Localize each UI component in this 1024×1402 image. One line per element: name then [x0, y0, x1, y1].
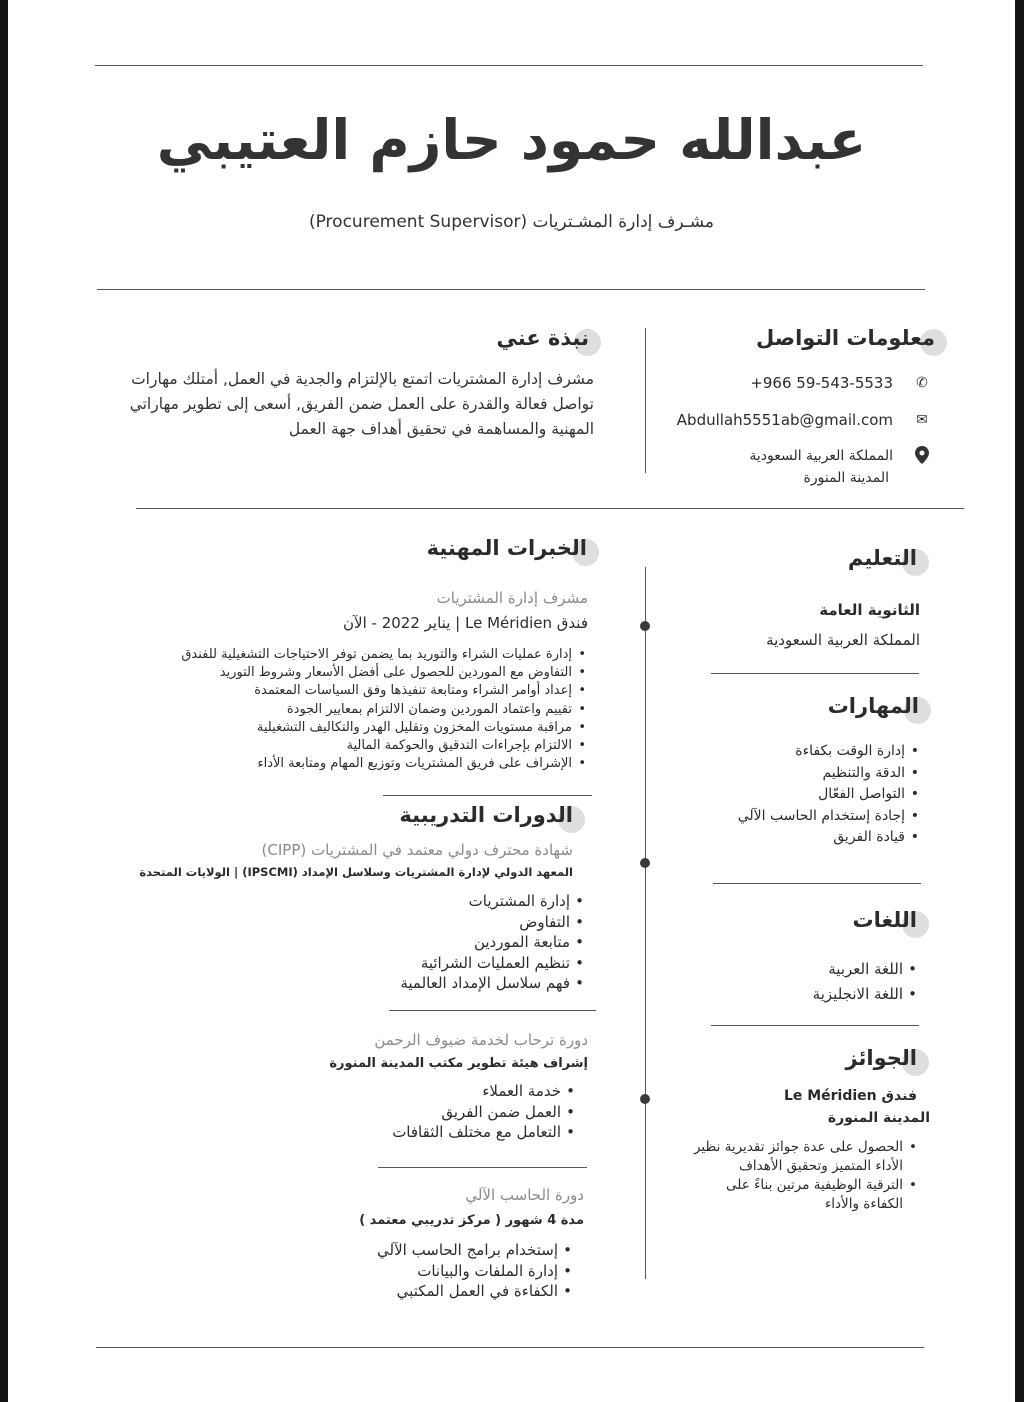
list-item: • مراقبة مستويات المخزون وتقليل الهدر والتكاليف التشغيلية — [181, 719, 586, 737]
awards-city: المدينة المنورة — [827, 1110, 930, 1126]
experience-divider — [383, 795, 592, 796]
list-item: • اللغة الانجليزية — [813, 982, 917, 1007]
list-item-continuation: الأداء المتميز وتحقيق الأهداف — [738, 1158, 903, 1174]
education-divider — [711, 673, 919, 674]
course2-title: دورة ترحاب لخدمة ضيوف الرحمن — [374, 1031, 588, 1049]
list-item: • اللغة العربية — [813, 957, 917, 982]
experience-heading: الخبرات المهنية — [427, 536, 587, 560]
course2-org: إشراف هيئة تطوير مكتب المدينة المنورة — [329, 1056, 588, 1071]
resume-page — [8, 0, 1015, 1402]
skills-list — [738, 741, 919, 849]
courses-heading: الدورات التدريبية — [399, 803, 573, 827]
section-divider — [136, 508, 964, 509]
list-item: • الحصول على عدة جوائز تقديرية نظير — [687, 1138, 917, 1157]
list-item: • إدارة عمليات الشراء والتوريد بما يضمن توفر الاحتياجات التشغيلية للفندق — [181, 646, 586, 664]
education-degree: الثانوية العامة — [819, 601, 920, 619]
languages-divider — [711, 1025, 919, 1026]
list-item: • إدارة الوقت بكفاءة — [738, 741, 919, 763]
awards-org: فندق Le Méridien — [783, 1088, 917, 1104]
contact-heading: معلومات التواصل — [756, 326, 935, 350]
list-item: • التفاوض مع الموردين للحصول على أفضل الأسعار وشروط التوريد — [181, 664, 586, 682]
course3-title: دورة الحاسب الآلي — [465, 1186, 584, 1204]
languages-heading: اللغات — [853, 908, 918, 932]
experience-company: فندق Le Méridien | يناير 2022 - الآن — [343, 614, 588, 632]
header-column-divider — [645, 328, 646, 473]
header-divider — [97, 289, 925, 290]
list-item: • الالتزام بإجراءات التدقيق والحوكمة المالية — [181, 737, 586, 755]
languages-list — [813, 957, 917, 1006]
list-item: • خدمة العملاء — [392, 1081, 575, 1102]
timeline-line — [645, 567, 646, 1279]
list-item: • الإشراف على فريق المشتريات وتوزيع المهام ومتابعة الأداء — [181, 755, 586, 773]
list-item: • الدقة والتنظيم — [738, 763, 919, 785]
list-item: • إدارة المشتريات — [400, 891, 584, 912]
list-item: • التواصل الفعّال — [738, 784, 919, 806]
list-item: • تنظيم العمليات الشرائية — [400, 953, 584, 974]
skills-heading: المهارات — [828, 694, 919, 718]
timeline-dot — [640, 858, 650, 868]
location-city: المدينة المنورة — [803, 470, 889, 486]
course1-divider — [389, 1010, 596, 1011]
experience-duties — [181, 646, 586, 773]
timeline-dot — [640, 621, 650, 631]
timeline-dot — [640, 1094, 650, 1104]
course1-topics — [400, 891, 584, 994]
list-item: • العمل ضمن الفريق — [392, 1102, 575, 1123]
bottom-divider — [96, 1347, 924, 1348]
list-item: • إستخدام برامج الحاسب الآلي — [377, 1240, 572, 1261]
skills-divider — [713, 883, 921, 884]
list-item-continuation: الكفاءة والأداء — [824, 1196, 903, 1212]
job-title: مشـرف إدارة المشـتريات (Procurement Supervisor) — [308, 212, 715, 232]
list-item: • التفاوض — [400, 912, 584, 933]
list-item: • إعداد أوامر الشراء ومتابعة تنفيذها وفق السياسات المعتمدة — [181, 682, 586, 700]
experience-role: مشرف إدارة المشتريات — [436, 589, 588, 607]
list-item: • التعامل مع مختلف الثقافات — [392, 1122, 575, 1143]
about-text: مشرف إدارة المشتريات اتمتع بالإلتزام والجدية في العمل, أمتلك مهارات تواصل فعالة والقدرة على العمل ضمن الفريق, أسعى إلى تطوير مهاراتي المهنية والمساهمة في تحقيق أهداف جهة العمل — [129, 370, 594, 438]
list-item: • فهم سلاسل الإمداد العالمية — [400, 973, 584, 994]
list-item: • الكفاءة في العمل المكتبي — [377, 1281, 572, 1302]
about-heading: نبذة عني — [497, 326, 589, 350]
list-item: • تقييم واعتماد الموردين وضمان الالتزام بمعايير الجودة — [181, 701, 586, 719]
phone-icon: ✆ — [916, 375, 928, 391]
education-place: المملكة العربية السعودية — [766, 631, 920, 649]
email-address: Abdullah5551ab@gmail.com — [676, 411, 893, 429]
course2-topics — [392, 1081, 575, 1143]
course3-org: مدة 4 شهور ( مركز تدريبي معتمد ) — [359, 1213, 584, 1228]
list-item: • قيادة الفريق — [738, 827, 919, 849]
top-divider — [95, 65, 923, 66]
phone-number: +966 59-543-5533 — [750, 374, 893, 392]
location-country: المملكة العربية السعودية — [749, 448, 893, 464]
list-item: • متابعة الموردين — [400, 932, 584, 953]
course2-divider — [378, 1167, 587, 1168]
location-icon — [914, 447, 930, 463]
course1-org: المعهد الدولي لإدارة المشتريات وسلاسل الإمداد (IPSCMI) | الولايات المتحدة — [139, 865, 573, 879]
full-name: عبدالله حمود حازم العتيبي — [156, 108, 867, 172]
course1-title: شهادة محترف دولي معتمد في المشتريات (CIPP) — [261, 841, 573, 859]
list-item: • إجادة إستخدام الحاسب الآلي — [738, 806, 919, 828]
awards-heading: الجوائز — [845, 1046, 917, 1070]
email-icon: ✉ — [916, 412, 928, 428]
education-heading: التعليم — [848, 546, 917, 570]
awards-list — [687, 1138, 917, 1214]
list-item: • إدارة الملفات والبيانات — [377, 1261, 572, 1282]
list-item: • الترقية الوظيفية مرتين بناءً على — [687, 1176, 917, 1195]
course3-topics — [377, 1240, 572, 1302]
